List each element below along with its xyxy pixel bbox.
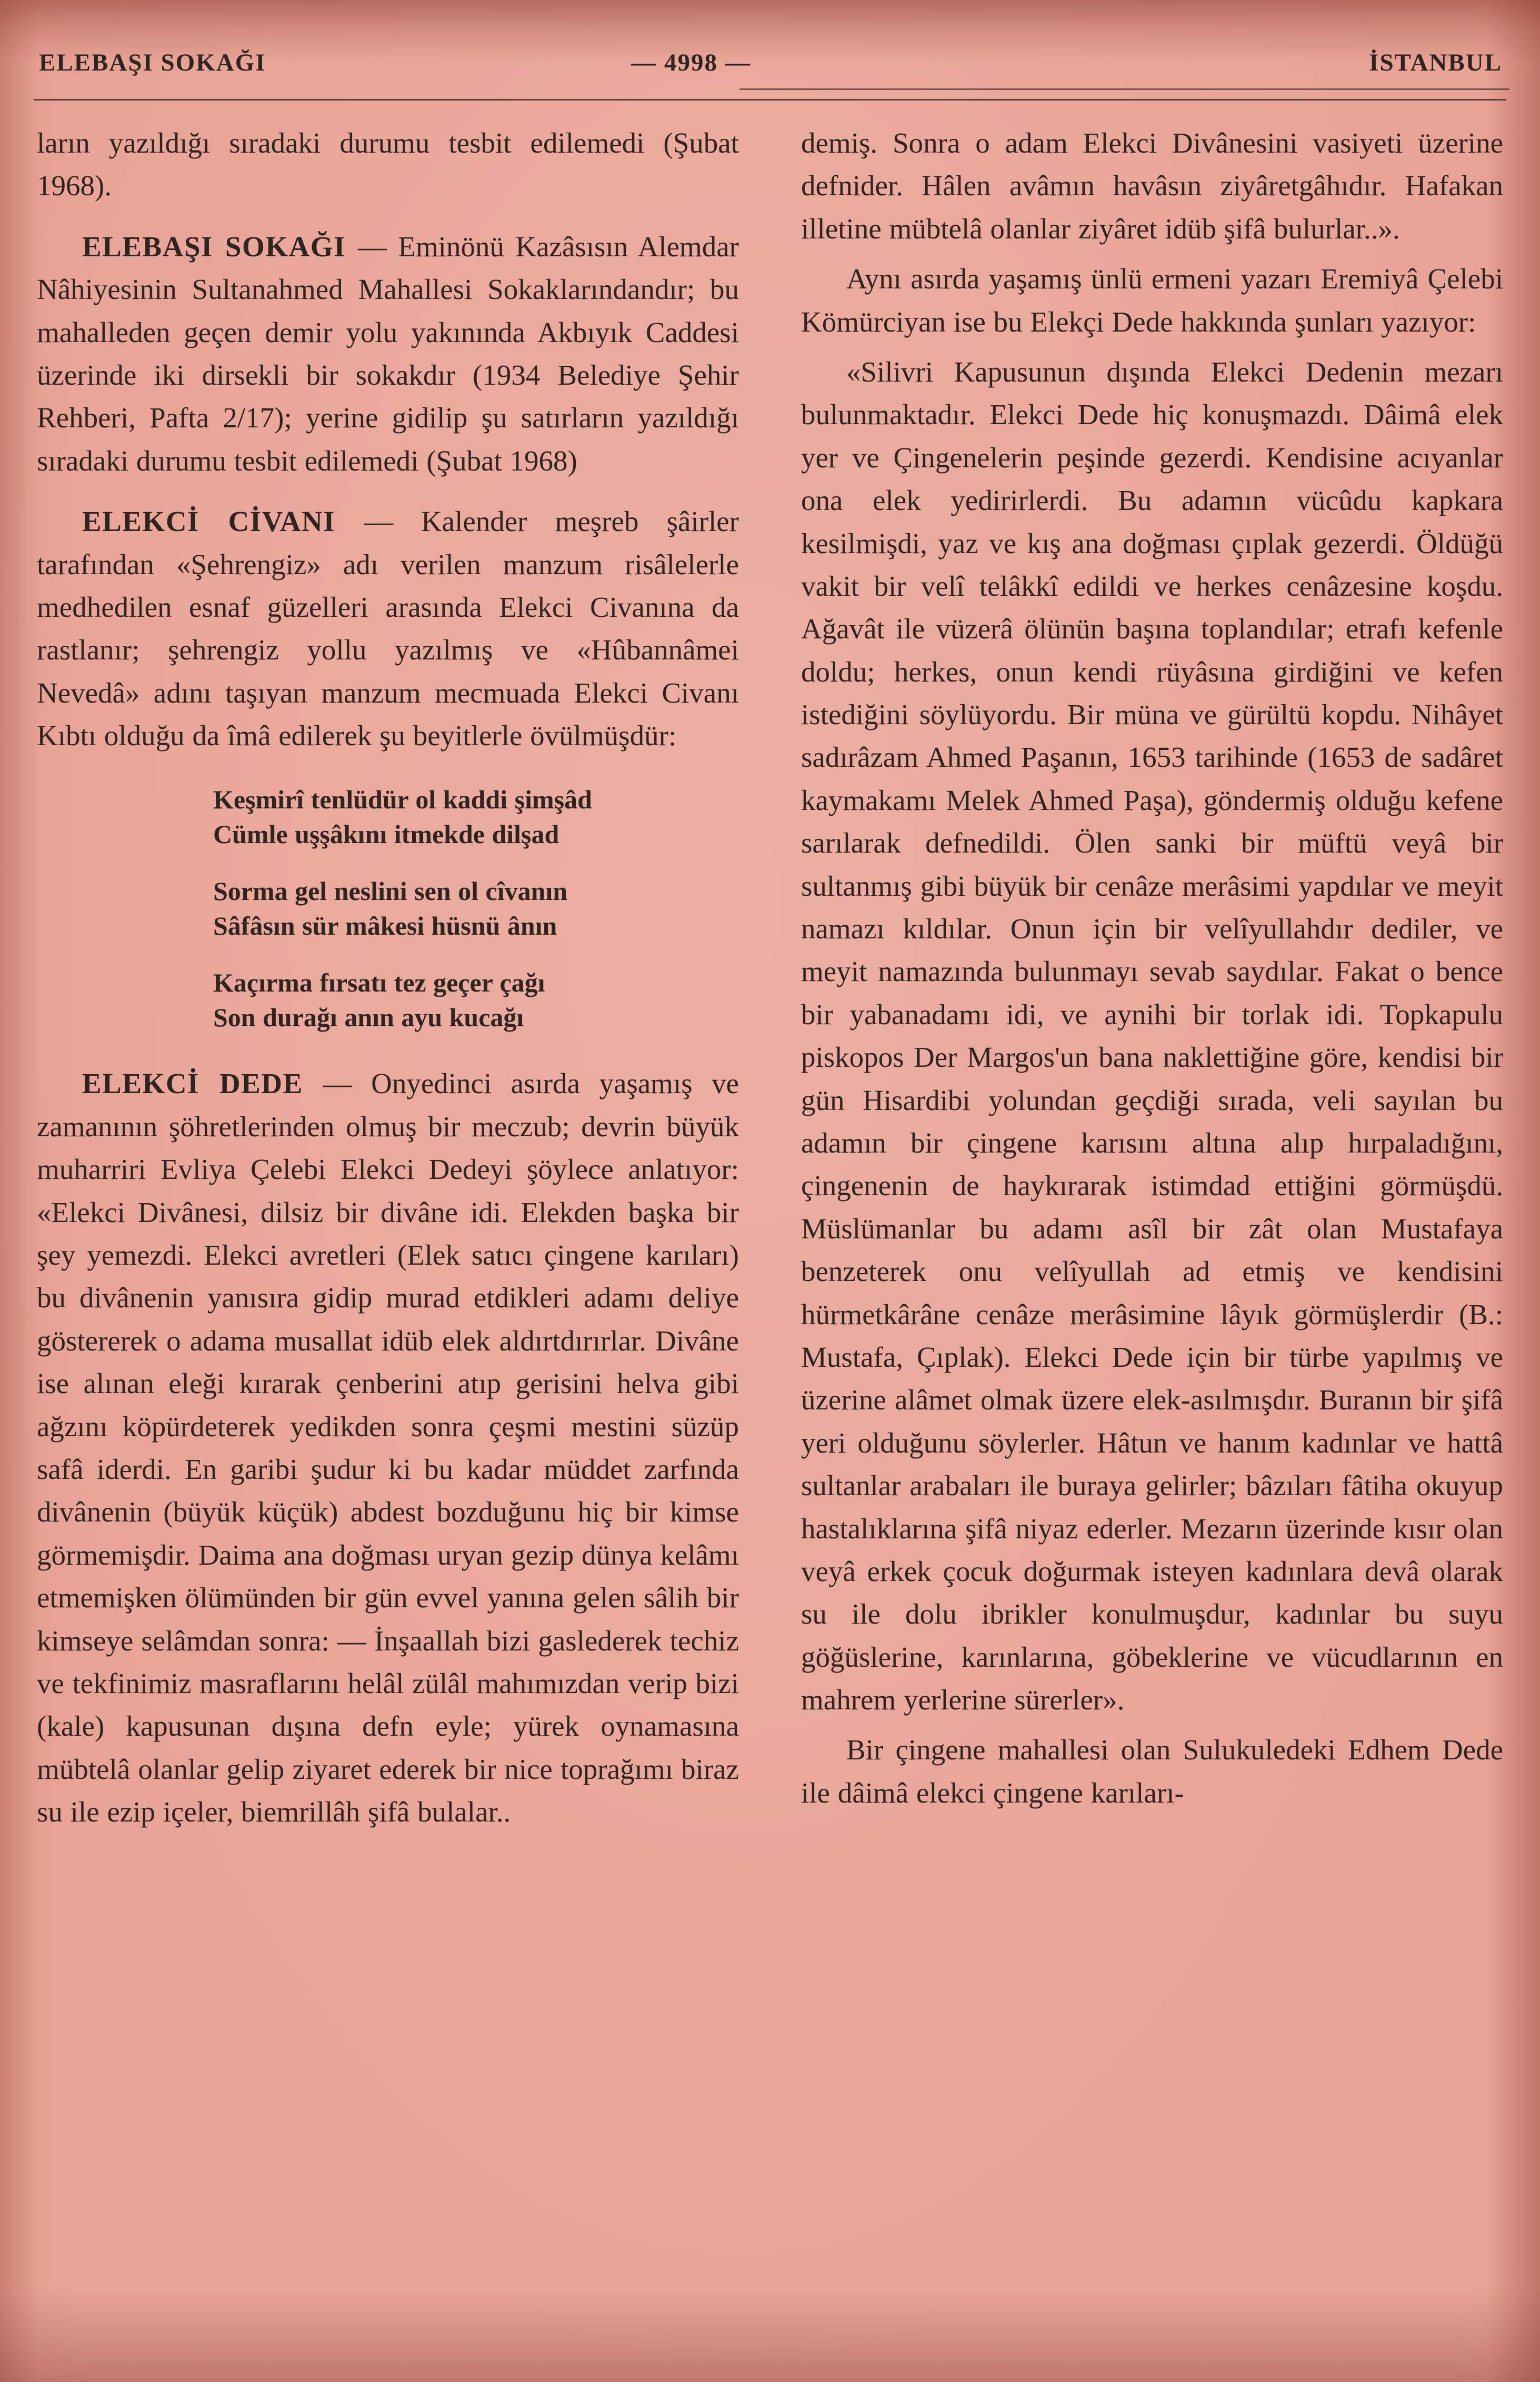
paragraph: ların yazıldığı sıradaki durumu tesbit edilemedi (Şubat 1968). [37, 127, 739, 202]
header-rule-secondary [739, 88, 1509, 90]
right-column [801, 122, 1503, 1834]
page-number: — 4998 — [631, 49, 751, 76]
paragraph: Bir çingene mahallesi olan Sulukuledeki Edhem Dede ile dâimâ elekci çingene karıları- [801, 1734, 1503, 1809]
running-head-left: ELEBAŞI SOKAĞI [39, 49, 266, 76]
running-head-right: İSTANBUL [1369, 49, 1502, 76]
verse-line: Cümle uşşâkını itmekde dilşad [213, 819, 559, 849]
paragraph: Aynı asırda yaşamış ünlü ermeni yazarı Eremiyâ Çelebi Kömürciyan ise bu Elekçi Dede hakkında şunları yazıyor: [801, 263, 1503, 338]
verse-line: Sorma gel neslini sen ol cîvanın [213, 876, 568, 906]
page-header [37, 48, 1503, 85]
verse-line: Keşmirî tenlüdür ol kaddi şimşâd [213, 785, 592, 815]
verse-couplet [213, 782, 739, 852]
entry-paragraph: ELEKCİ DEDE — Onyedinci asırda yaşamış ve zamanının şöhretlerinden olmuş bir meczub; devrin büyük muharriri Evliya Çelebi Elekci Dedeyi şöylece anlatıyor: «Elekci Divânesi, dilsiz bir divâne idi. Elekden başka bir şey yemezdi. Elekci avretleri (Elek satıcı çingene karıları) bu divânenin yanısıra gidip murad etdikleri adamı deliye göstererek o adama musallat idüb elek aldırtdırırlar. Divâne ise alınan eleği kırarak çenberini atıp gerisini helva gibi ağzını köpürdeterek yedikden sonra çeşmi mestini süzüp safâ iderdi. En garibi şudur ki bu kadar müddet zarfında divânenin (büyük küçük) abdest bozduğunu hiç bir kimse görmemişdir. Daima ana doğması uryan gezip dünya kelâmı etmemişken ölümünden bir gün evvel yanına gelen sâlih bir kimseye selâmdan sonra: — İnşaallah bizi gaslederek techiz ve tekfinimiz masraflarını helâl zülâl mahımızdan verip bizi (kale) kapusunan dışına defn eyle; yürek oynamasına mübtelâ olanlar gelip ziyaret ederek bir nice toprağımı biraz su ile ezip içeler, biemrillâh şifâ bulalar.. [37, 1067, 739, 1828]
text-columns [0, 122, 1540, 1834]
header-rule [34, 99, 1506, 101]
verse-couplet [213, 874, 739, 943]
entry-paragraph: ELEBAŞI SOKAĞI — Eminönü Kazâsısın Alemdar Nâhiyesinin Sultanahmed Mahallesi Sokaklarındandır; bu mahalleden geçen demir yolu yakınında Akbıyık Caddesi üzerinde iki dirsekli bir sokakdır (1934 Belediye Şehir Rehberi, Pafta 2/17); yerine gidilip şu satırların yazıldığı sıradaki durumu tesbit edilemedi (Şubat 1968) [37, 230, 739, 477]
verse-line: Sâfâsın sür mâkesi hüsnü ânın [213, 911, 557, 941]
left-column [37, 122, 739, 1834]
paragraph: «Silivri Kapusunun dışında Elekci Dedenin mezarı bulunmaktadır. Elekci Dede hiç konuşmazdı. Dâimâ elek yer ve Çingenelerin peşinde gezerdi. Kendisine acıyanlar ona elek yedirirlerdi. Bu adamın vücûdu kapkara kesilmişdi, yaz ve kış ana doğması çıplak gezerdi. Öldüğü vakit bir velî telâkkî edildi ve herkes cenâzesine koşdu. Ağavât ile vüzerâ ölünün başına toplandılar; etrafı kefenle doldu; herkes, onun kendi rüyâsına girdiğini ve kefen istediğini söylüyordu. Bir müna ve gürültü kopdu. Nihâyet sadırâzam Ahmed Paşanın, 1653 tarihinde (1653 de sadâret kaymakamı Melek Ahmed Paşa), göndermiş olduğu kefene sarılarak defnedildi. Ölen sanki bir müftü veyâ bir sultanmış gibi büyük bir cenâze merâsimi yapdılar ve meyit namazı kıldılar. Onun için bir velîyullahdır dediler, ve meyit namazında bulunmayı sevab saydılar. Fakat o bence bir yabanadamı idi, ve aynihi bir torlak idi. Topkapulu piskopos Der Margos'un bana naklettiğine göre, kendisi bir gün Hisardibi yolundan geçdiği sırada, veli sayılan bu adamın bir çingene karısını altına alıp hırpaladığını, çingenenin de haykırarak istimdad ettiğini görmüşdü. Müslümanlar bu adamı asîl bir zât olan Mustafaya benzeterek onu velîyullah ad etmiş ve kendisini hürmetkârâne cenâze merâsimine lâyık görmüşlerdir (B.: Mustafa, Çıplak). Elekci Dede için bir türbe yapılmış ve üzerine alâmet olmak üzere elek-asılmışdır. Buranın bir şifâ yeri olduğunu söylerler. Hâtun ve hanım kadınlar ve hattâ sultanlar arabaları ile buraya gelirler; bâzıları fâtiha okuyup hastalıklarına şifâ niyaz ederler. Mezarın üzerinde kısır olan veyâ erkek çocuk doğurmak isteyen kadınlara devâ olarak su ile dolu ibrikler konulmuşdur, kadınlar bu suyu göğüslerine, karınlarına, göbeklerine ve vücudlarının en mahrem yerlerine sürerler». [801, 355, 1503, 1716]
verse-line: Son durağı anın ayu kucağı [213, 1003, 524, 1033]
entry-paragraph: ELEKCİ CİVANI — Kalender meşreb şâirler tarafından «Şehrengiz» adı verilen manzum risâlelerle medhedilen esnaf güzelleri arasında Elekci Civanına da rastlanır; şehrengiz yollu yazılmış ve «Hûbannâmei Nevedâ» adını taşıyan manzum mecmuada Elekci Civanı Kıbtı olduğu da îmâ edilerek şu beyitlerle övülmüşdür: [37, 505, 739, 752]
paragraph: demiş. Sonra o adam Elekci Divânesini vasiyeti üzerine defnider. Hâlen avâmın havâsın ziyâretgâhıdır. Hafakan illetine mübtelâ olanlar ziyâret idüb şifâ bulurlar..». [801, 127, 1503, 245]
entry-heading: ELEBAŞI SOKAĞI [82, 230, 358, 263]
verse-couplet [213, 965, 739, 1035]
entry-heading: ELEKCİ CİVANI [82, 505, 364, 538]
verse-line: Kaçırma fırsatı tez geçer çağı [213, 968, 545, 998]
entry-heading: ELEKCİ DEDE [82, 1067, 323, 1100]
